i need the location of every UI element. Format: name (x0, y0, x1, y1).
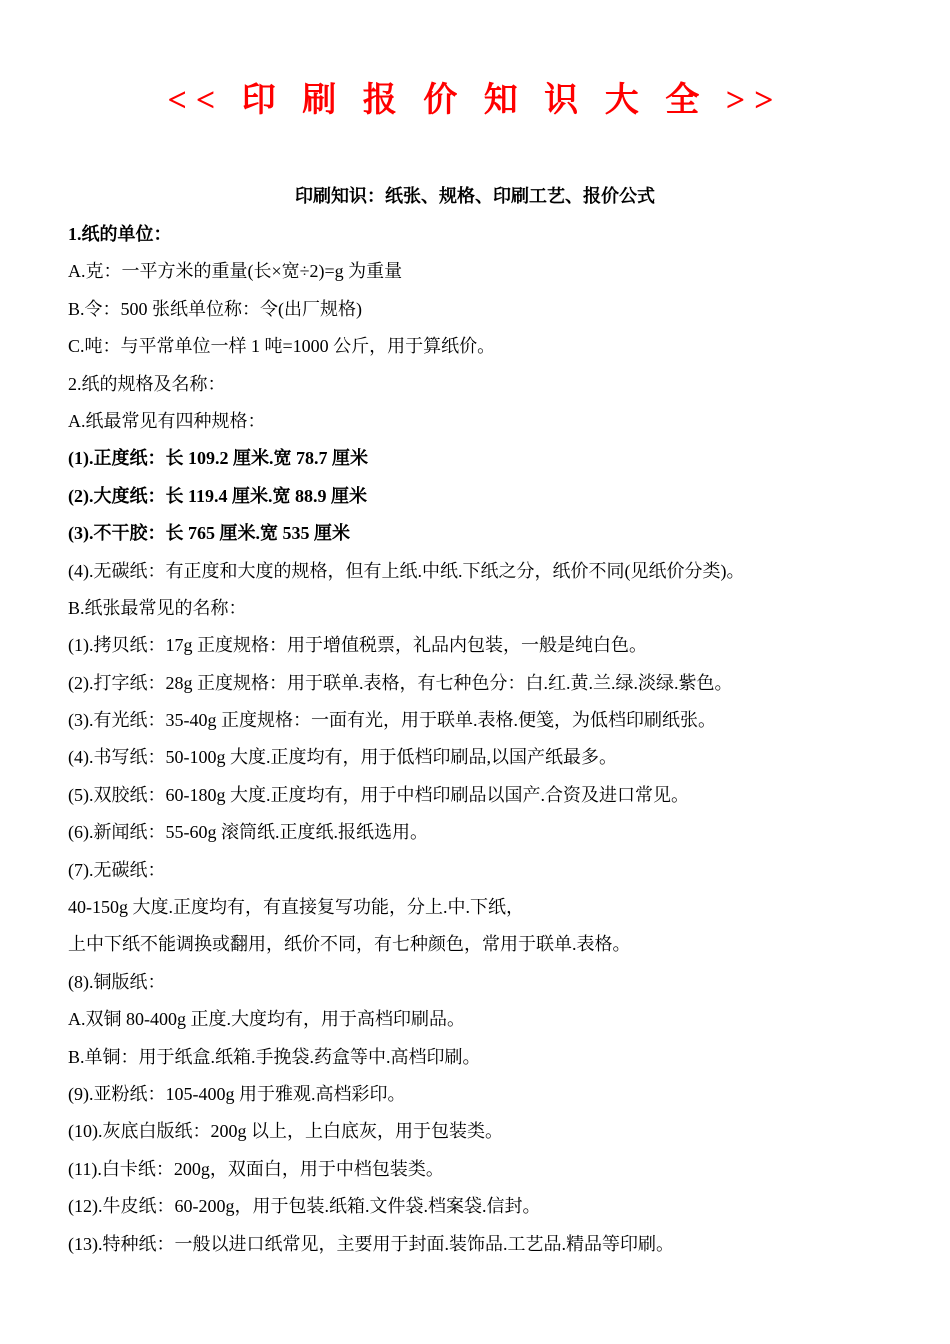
paragraph-line: 2.纸的规格及名称： (68, 373, 226, 394)
paragraph-line: (3).不干胶：长 765 厘米.宽 535 厘米 (68, 523, 350, 544)
paragraph-line: A.双铜 80-400g 正度.大度均有，用于高档印刷品。 (68, 1009, 465, 1030)
paragraph-line: C.吨：与平常单位一样 1 吨=1000 公斤，用于算纸价。 (68, 336, 496, 357)
paragraph-line: B.令：500 张纸单位称：令(出厂规格) (68, 298, 362, 319)
paragraph-line: (4).无碳纸：有正度和大度的规格，但有上纸.中纸.下纸之分，纸价不同(见纸价分类)。 (68, 560, 745, 581)
paragraph-line: (1).正度纸：长 109.2 厘米.宽 78.7 厘米 (68, 448, 368, 469)
paragraph-line: (13).特种纸：一般以进口纸常见，主要用于封面.装饰品.工艺品.精品等印刷。 (68, 1233, 674, 1254)
document-subtitle: 印刷知识：纸张、规格、印刷工艺、报价公式 (295, 186, 655, 206)
paragraph-line: (6).新闻纸：55-60g 滚筒纸.正度纸.报纸选用。 (68, 822, 428, 843)
paragraph-line: (12).牛皮纸：60-200g，用于包装.纸箱.文件袋.档案袋.信封。 (68, 1196, 541, 1217)
paragraph-line: (11).白卡纸：200g，双面白，用于中档包装类。 (68, 1158, 444, 1179)
document-body (68, 216, 928, 1263)
paragraph-line: (7).无碳纸： (68, 859, 166, 880)
paragraph-line: (10).灰底白版纸：200g 以上，上白底灰，用于包装类。 (68, 1121, 503, 1142)
paragraph-line: (2).大度纸：长 119.4 厘米.宽 88.9 厘米 (68, 485, 367, 506)
paragraph-line: (4).书写纸：50-100g 大度.正度均有，用于低档印刷品,以国产纸最多。 (68, 747, 617, 768)
paragraph-line: A.纸最常见有四种规格： (68, 410, 266, 431)
paragraph-line: (9).亚粉纸：105-400g 用于雅观.高档彩印。 (68, 1083, 406, 1104)
document-title: << 印 刷 报 价 知 识 大 全 >> (167, 82, 783, 119)
paragraph-line: (2).打字纸：28g 正度规格：用于联单.表格，有七种色分：白.红.黄.兰.绿.淡绿.紫色。 (68, 672, 733, 693)
paragraph-line: 40-150g 大度.正度均有，有直接复写功能，分上.中.下纸， (68, 897, 524, 918)
paragraph-line: 上中下纸不能调换或翻用，纸价不同，有七种颜色，常用于联单.表格。 (68, 934, 631, 955)
paragraph-line: B.纸张最常见的名称： (68, 597, 247, 618)
paragraph-line: A.克：一平方米的重量(长×宽÷2)=g 为重量 (68, 261, 403, 282)
paragraph-line: (1).拷贝纸：17g 正度规格：用于增值税票，礼品内包装，一般是纯白色。 (68, 635, 647, 656)
paragraph-line: (8).铜版纸： (68, 971, 166, 992)
paragraph-line: (5).双胶纸：60-180g 大度.正度均有，用于中档印刷品以国产.合资及进口常见。 (68, 784, 689, 805)
paragraph-line: (3).有光纸：35-40g 正度规格：一面有光，用于联单.表格.便笺，为低档印刷纸张。 (68, 710, 716, 731)
paragraph-line: B.单铜：用于纸盒.纸箱.手挽袋.药盒等中.高档印刷。 (68, 1046, 481, 1067)
paragraph-line: 1.纸的单位： (68, 224, 172, 244)
